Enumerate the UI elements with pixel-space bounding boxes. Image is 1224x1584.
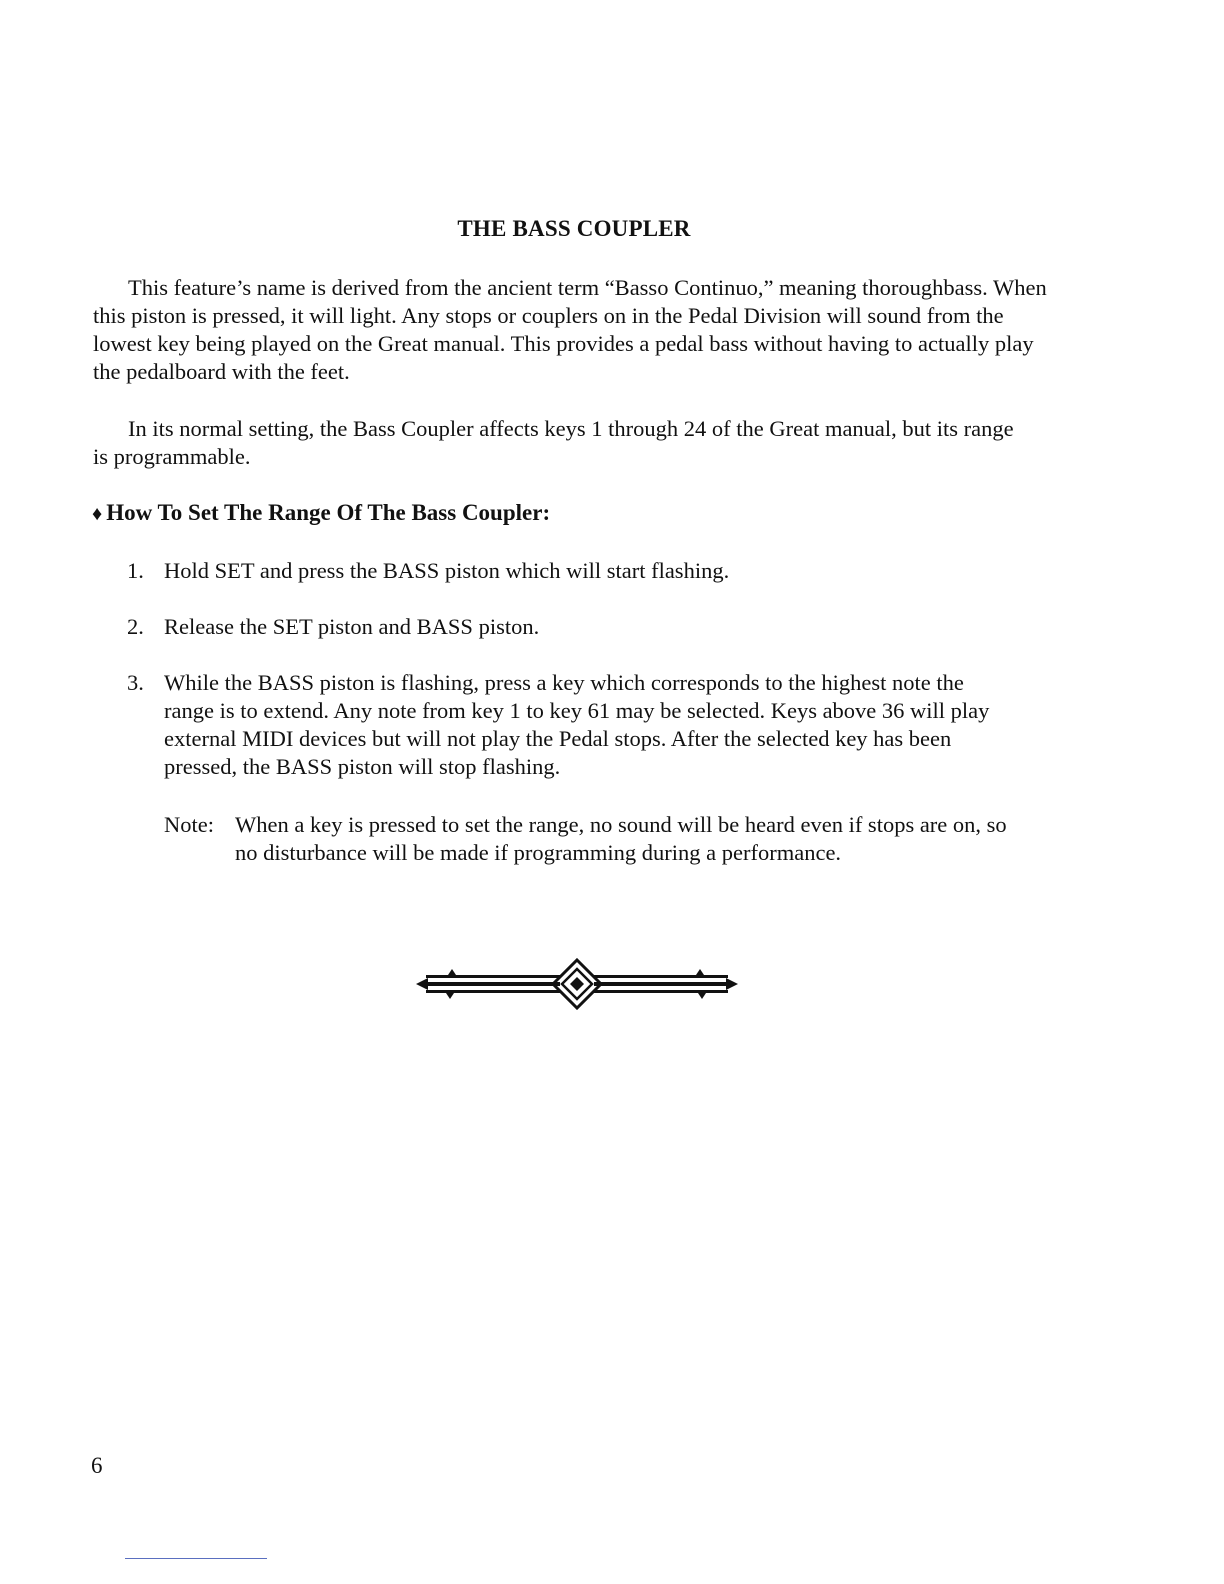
steps-list [127, 557, 1007, 809]
range-paragraph: In its normal setting, the Bass Coupler affects keys 1 through 24 of the Great manual, but its range is programmable. [93, 416, 1014, 469]
step-text: While the BASS piston is flashing, press a key which corresponds to the highest note the range is to extend. Any note from key 1 to key 61 may be selected. Keys above 36 will play external MIDI devices but will not play the Pedal stops. After the selected key has been pressed, the BASS piston will stop flashing. [164, 670, 990, 779]
step-text: Hold SET and press the BASS piston which will start flashing. [164, 558, 730, 583]
footer-rule [125, 1558, 267, 1559]
page-title: THE BASS COUPLER [457, 216, 691, 241]
note-text: When a key is pressed to set the range, no sound will be heard even if stops are on, so no disturbance will be made if programming during a performance. [235, 812, 1007, 865]
step-item [127, 669, 1007, 781]
ornament-divider-icon [414, 958, 740, 1010]
note-label: Note: [164, 812, 214, 837]
step-number: 3. [127, 670, 144, 695]
section-heading-text: How To Set The Range Of The Bass Coupler: [106, 500, 551, 525]
step-item [127, 557, 1007, 585]
step-number: 2. [127, 614, 144, 639]
diamond-bullet-icon: ♦ [92, 503, 103, 525]
section-heading [92, 499, 550, 528]
page-number: 6 [91, 1453, 103, 1478]
step-number: 1. [127, 558, 144, 583]
note-block [164, 811, 1024, 867]
intro-paragraph: This feature’s name is derived from the ancient term “Basso Continuo,” meaning thoroughbass. When this piston is pressed, it will light. Any stops or couplers on in the Pedal Division will sound from the lowest key being played on the Great manual. This provides a pedal bass without having to actually play the pedalboard with the feet. [93, 275, 1047, 384]
step-item [127, 613, 1007, 641]
step-text: Release the SET piston and BASS piston. [164, 614, 540, 639]
